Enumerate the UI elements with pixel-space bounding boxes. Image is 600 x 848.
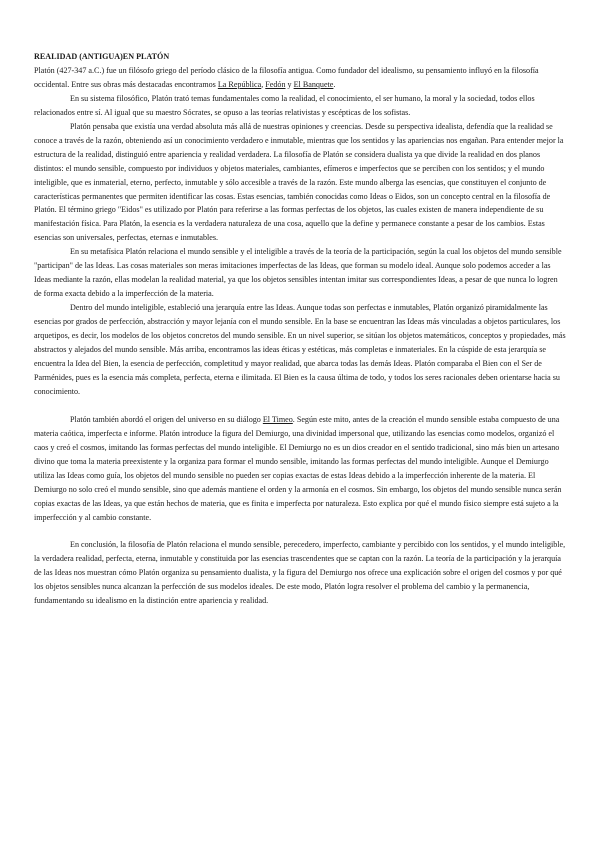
paragraph-teoria-participacion: En su metafísica Platón relaciona el mundo sensible y el inteligible a través de la teoría de la participación, según la cual los objetos del mundo sensible "participan" de las Ideas. Las cosas materiales son meras imitaciones imperfectas de las Ideas, que forman su modelo ideal. Aunque solo podemos acceder a las Ideas mediante la razón, ellas modelan la realidad material, ya que los objetos sensibles intentan imitar sus correspondientes Ideas, a pesar de que nunca lo logren de forma exacta debido a la imperfección de la materia. bbox=[34, 247, 562, 299]
paragraph-jerarquia-ideas: Dentro del mundo inteligible, estableció una jerarquía entre las Ideas. Aunque todas son perfectas e inmutables, Platón organizó piramidalmente las esencias por grados de perfección, abstracción y mayor lejanía con el mundo sensible. En la base se encuentran las Ideas más vinculadas a objetos particulares, los arquetipos, es decir, los modelos de los objetos concretos del mundo sensible. En un nivel superior, se sitúan los objetos matemáticos, conceptos y propiedades, más abstractos y alejados del mundo sensible. Más arriba, encontramos las ideas éticas y estéticas, más completas e inmateriales. En la cúspide de esta jerarquía se encuentra la Idea del Bien, la esencia de perfección, completitud y mayor realidad, que abarca todas las demás Ideas. Platón comparaba el Bien con el Ser de Parménides, pues es la esencia más completa, perfecta, eterna e ilimitada. El Bien es la causa última de todo, y todos los seres racionales deben orientarse hacia su conocimiento. bbox=[34, 303, 566, 396]
paragraph-el-timeo bbox=[34, 413, 566, 525]
paragraph-verdad-absoluta: Platón pensaba que existía una verdad absoluta más allá de nuestras opiniones y creencias. Desde su perspectiva idealista, defendía que la realidad se conoce a través de la razón, obteniendo así un conocimiento verdadero e inmutable, mientras que los sentidos y las apariencias nos engañan. Para entender mejor la estructura de la realidad, distinguió entre apariencia y realidad verdadera. La filosofía de Platón se considera dualista ya que divide la realidad en dos planos distintos: el mundo sensible, compuesto por individuos y objetos materiales, cambiantes, efímeros e imperfectos que se perciben con los sentidos; y el mundo inteligible, que es inmaterial, eterno, perfecto, inmutable y sólo accesible a través de la razón. Este mundo alberga las esencias, que constituyen el conjunto de características permanentes que permiten identificar las cosas. Estas esencias, también conocidas como Ideas o Eidos, son un concepto central en la filosofía de Platón. El término griego "Eidos" es utilizado por Platón para referirse a las formas perfectas de los objetos, las cuales existen de manera independiente de su manifestación física. Para Platón, la esencia es la verdadera naturaleza de una cosa, aquello que la define y permanece constante a pesar de los cambios. Estas esencias son universales, perfectas, eternas e inmutables. bbox=[34, 121, 564, 243]
work-title-el-timeo: El Timeo bbox=[262, 414, 293, 424]
paragraph-conclusion: En conclusión, la filosofía de Platón relaciona el mundo sensible, perecedero, imperfecto, cambiante y percibido con los sentidos, y el mundo inteligible, la verdadera realidad, perfecta, eterna, inmutable y constituida por las esencias trascendentes que se captan con la razón. La teoría de la participación y la jerarquía de las Ideas nos muestran cómo Platón organiza su pensamiento dualista, y la figura del Demiurgo nos ofrece una explicación sobre el origen del cosmos y por qué los objetos sensibles nunca alcanzan la perfección de sus modelos ideales. De este modo, Platón logra resolver el problema del cambio y la permanencia, fundamentando su idealismo en la distinción entre apariencia y realidad. bbox=[34, 540, 566, 606]
paragraph-sistema-filosofico: En su sistema filosófico, Platón trató temas fundamentales como la realidad, el conocimiento, el ser humano, la moral y la sociedad, todos ellos relacionados entre sí. Al igual que su maestro Sócrates, se opuso a las teorías relativistas y escépticas de los sofistas. bbox=[34, 93, 535, 117]
paragraph-spacer bbox=[34, 399, 566, 413]
timeo-body-text: . Según este mito, antes de la creación el mundo sensible estaba compuesto de una materia caótica, imperfecta e informe. Platón introduce la figura del Demiurgo, una divinidad impersonal que, utilizando las esencias como modelos, organizó el caos y creó el cosmos, imitando las formas perfectas del mundo inteligible. El Demiurgo no es un dios creador en el sentido tradicional, sino más bien un artesano divino que toma la materia preexistente y la organiza para formar el mundo sensible, imitando las formas perfectas del mundo inteligible. Aunque el Demiurgo utiliza las Ideas como guía, los objetos del mundo sensible no pueden ser copias exactas de estas Ideas debido a la imperfección inherente de la materia. El Demiurgo no solo creó el mundo sensible, sino que además mantiene el orden y la armonía en el cosmos. Sin embargo, los objetos del mundo sensible nunca serán copias exactas de las Ideas, ya que están hechos de materia, que es finita e imperfecta por naturaleza. Esto explica por qué el mundo físico siempre está sujeto a la imperfección y al cambio constante. bbox=[34, 414, 562, 522]
intro-separator: , bbox=[261, 79, 266, 89]
intro-conjunction: y bbox=[285, 79, 294, 89]
intro-paragraph bbox=[34, 64, 566, 92]
timeo-intro-text: Platón también abordó el origen del universo en su diálogo bbox=[70, 414, 263, 424]
intro-text: Platón (427-347 a.C.) fue un filósofo griego del período clásico de la filosofía antigua. Como fundador del idealismo, su pensamiento influyó en la filosofía occidental. Entre sus obras más destacadas encontramos bbox=[34, 65, 539, 89]
work-title-el-banquete: El Banquete bbox=[293, 79, 334, 89]
paragraph-spacer bbox=[34, 524, 566, 538]
work-title-fedon: Fedón bbox=[265, 79, 286, 89]
document-title: REALIDAD (ANTIGUA)EN PLATÓN bbox=[34, 52, 170, 61]
work-title-la-republica: La República bbox=[217, 79, 262, 89]
document-page bbox=[34, 50, 566, 608]
intro-period: . bbox=[333, 79, 336, 89]
